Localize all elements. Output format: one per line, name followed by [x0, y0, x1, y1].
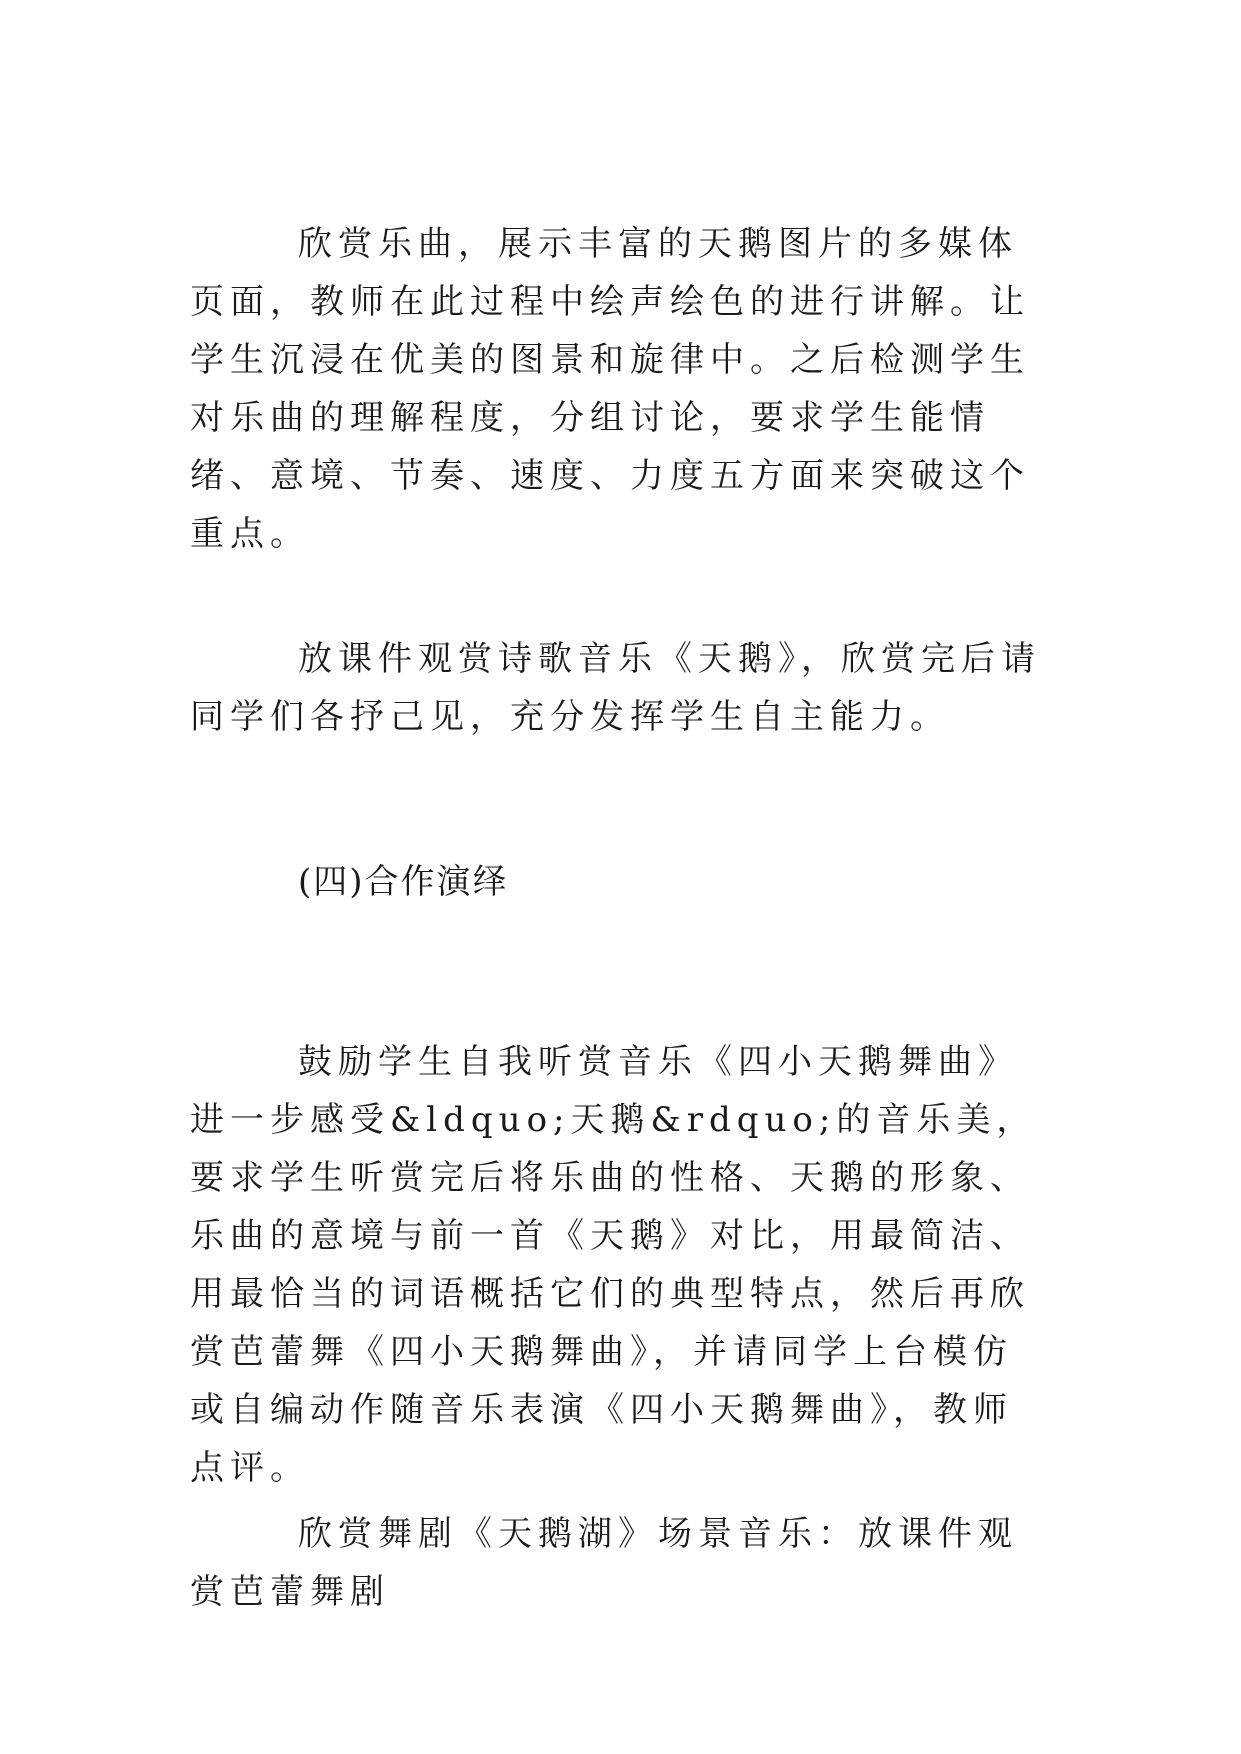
paragraph-music-appreciation: 欣赏乐曲，展示丰富的天鹅图片的多媒体页面，教师在此过程中绘声绘色的进行讲解。让学生沉浸在优美的图景和旋律中。之后检测学生对乐曲的理解程度，分组讨论，要求学生能情绪、意境、节奏、速度、力度五方面来突破这个重点。 [190, 224, 1030, 554]
paragraph-poem-music: 放课件观赏诗歌音乐《天鹅》，欣赏完后请同学们各抒己见，充分发挥学生自主能力。 [190, 639, 1041, 737]
paragraph-swan-lake: 欣赏舞剧《天鹅湖》场景音乐：放课件观赏芭蕾舞剧 [190, 1514, 1018, 1612]
paragraph-four-swans: 鼓励学生自我听赏音乐《四小天鹅舞曲》进一步感受&ldquo;天鹅&rdquo;的音乐美，要求学生听赏完后将乐曲的性格、天鹅的形象、乐曲的意境与前一首《天鹅》对比，用最简洁、用最恰当的词语概括它们的典型特点，然后再欣赏芭蕾舞《四小天鹅舞曲》，并请同学上台模仿或自编动作随音乐表演《四小天鹅舞曲》，教师点评。 [190, 1042, 1037, 1488]
section-heading-cooperation: (四)合作演绎 [298, 862, 509, 902]
